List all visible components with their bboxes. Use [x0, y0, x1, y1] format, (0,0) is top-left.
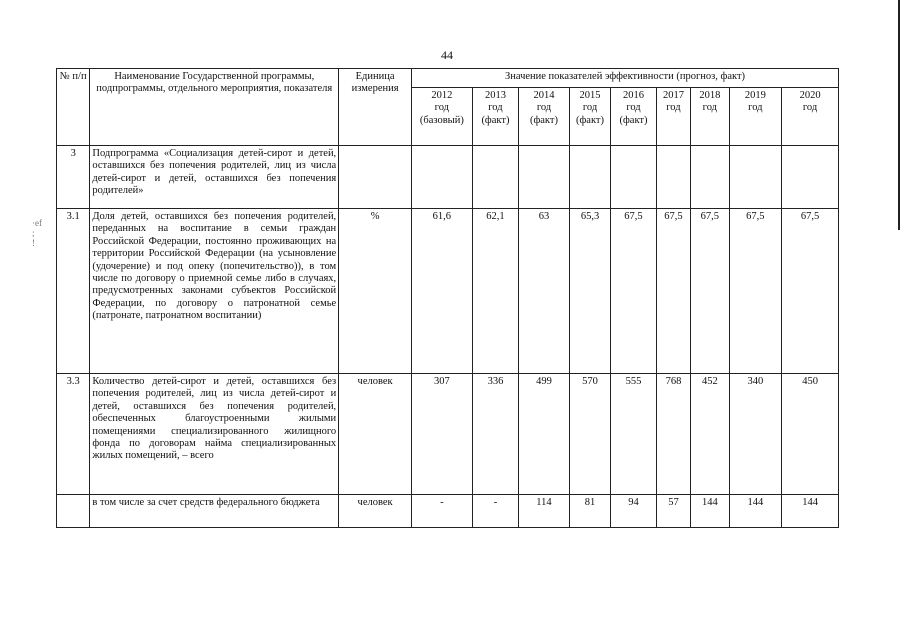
value-cell — [691, 146, 729, 209]
value-cell: 67,5 — [656, 209, 690, 374]
value-cell: 62,1 — [472, 209, 519, 374]
page-number: 44 — [441, 48, 453, 62]
row-unit — [339, 146, 412, 209]
value-cell — [611, 146, 657, 209]
row-name: Доля детей, оставшихся без попечения родителей, переданных на воспитание в семьи граждан Российской Федерации, постоянно проживающих на территории Российской Федерации (на усыновление (удочерение) и под опеку (попечительство)), в том числе по договору о приемной семье либо в случаях, предусмотренных законами субъектов Российской Федерации, по договору о патронатной семье (патронате, патронатном воспитании) — [90, 209, 339, 374]
header-num: № п/п — [57, 69, 90, 146]
header-year-2020: 2020 год — [782, 88, 839, 146]
header-year-2017: 2017 год — [656, 88, 690, 146]
value-cell: 144 — [782, 495, 839, 528]
header-year-2013: 2013 год (факт) — [472, 88, 519, 146]
row-num: 3.3 — [57, 374, 90, 495]
table-row — [57, 209, 839, 374]
value-cell: 81 — [569, 495, 610, 528]
row-num: 3.1 — [57, 209, 90, 374]
header-name: Наименование Государственной программы, подпрограммы, отдельного мероприятия, показателя — [90, 69, 339, 146]
value-cell: 61,6 — [412, 209, 473, 374]
value-cell: 768 — [656, 374, 690, 495]
header-year-2014: 2014 год (факт) — [519, 88, 570, 146]
value-cell: 57 — [656, 495, 690, 528]
scan-edge-line — [898, 0, 900, 230]
value-cell: 499 — [519, 374, 570, 495]
value-cell — [472, 146, 519, 209]
value-cell: 67,5 — [782, 209, 839, 374]
value-cell: 63 — [519, 209, 570, 374]
value-cell: 336 — [472, 374, 519, 495]
value-cell: 555 — [611, 374, 657, 495]
value-cell: 94 — [611, 495, 657, 528]
value-cell — [656, 146, 690, 209]
header-values: Значение показателей эффективности (прогноз, факт) — [412, 69, 839, 88]
value-cell: - — [412, 495, 473, 528]
value-cell: 67,5 — [729, 209, 782, 374]
value-cell: 65,3 — [569, 209, 610, 374]
header-year-2012: 2012 год (базовый) — [412, 88, 473, 146]
header-row-1 — [57, 69, 839, 88]
row-name: Количество детей-сирот и детей, оставшихся без попечения родителей, лиц из числа детей-сирот и детей, оставшихся без попечения родителей, обеспеченных благоустроенными жилыми помещениями специализированного жилищного фонда по договорам найма специализированных жилых помещений, – всего — [90, 374, 339, 495]
table-row — [57, 374, 839, 495]
value-cell: 307 — [412, 374, 473, 495]
value-cell: 340 — [729, 374, 782, 495]
table-row — [57, 146, 839, 209]
header-year-2018: 2018 год — [691, 88, 729, 146]
value-cell — [729, 146, 782, 209]
row-unit: человек — [339, 374, 412, 495]
row-num: 3 — [57, 146, 90, 209]
value-cell: 144 — [691, 495, 729, 528]
value-cell: 450 — [782, 374, 839, 495]
header-year-2015: 2015 год (факт) — [569, 88, 610, 146]
value-cell: 452 — [691, 374, 729, 495]
value-cell — [412, 146, 473, 209]
margin-mark: ·ef ; ! — [32, 218, 42, 248]
kpi-table — [56, 68, 839, 528]
row-num — [57, 495, 90, 528]
value-cell: - — [472, 495, 519, 528]
value-cell: 144 — [729, 495, 782, 528]
value-cell: 67,5 — [691, 209, 729, 374]
header-unit: Единица измерения — [339, 69, 412, 146]
row-unit: % — [339, 209, 412, 374]
row-name: в том числе за счет средств федерального бюджета — [90, 495, 339, 528]
value-cell: 67,5 — [611, 209, 657, 374]
value-cell — [782, 146, 839, 209]
header-year-2019: 2019 год — [729, 88, 782, 146]
value-cell: 570 — [569, 374, 610, 495]
row-name: Подпрограмма «Социализация детей-сирот и детей, оставшихся без попечения родителей, лиц из числа детей-сирот и детей, оставшихся без попечения родителей» — [90, 146, 339, 209]
value-cell — [569, 146, 610, 209]
header-year-2016: 2016 год (факт) — [611, 88, 657, 146]
row-unit: человек — [339, 495, 412, 528]
table-row — [57, 495, 839, 528]
value-cell: 114 — [519, 495, 570, 528]
value-cell — [519, 146, 570, 209]
